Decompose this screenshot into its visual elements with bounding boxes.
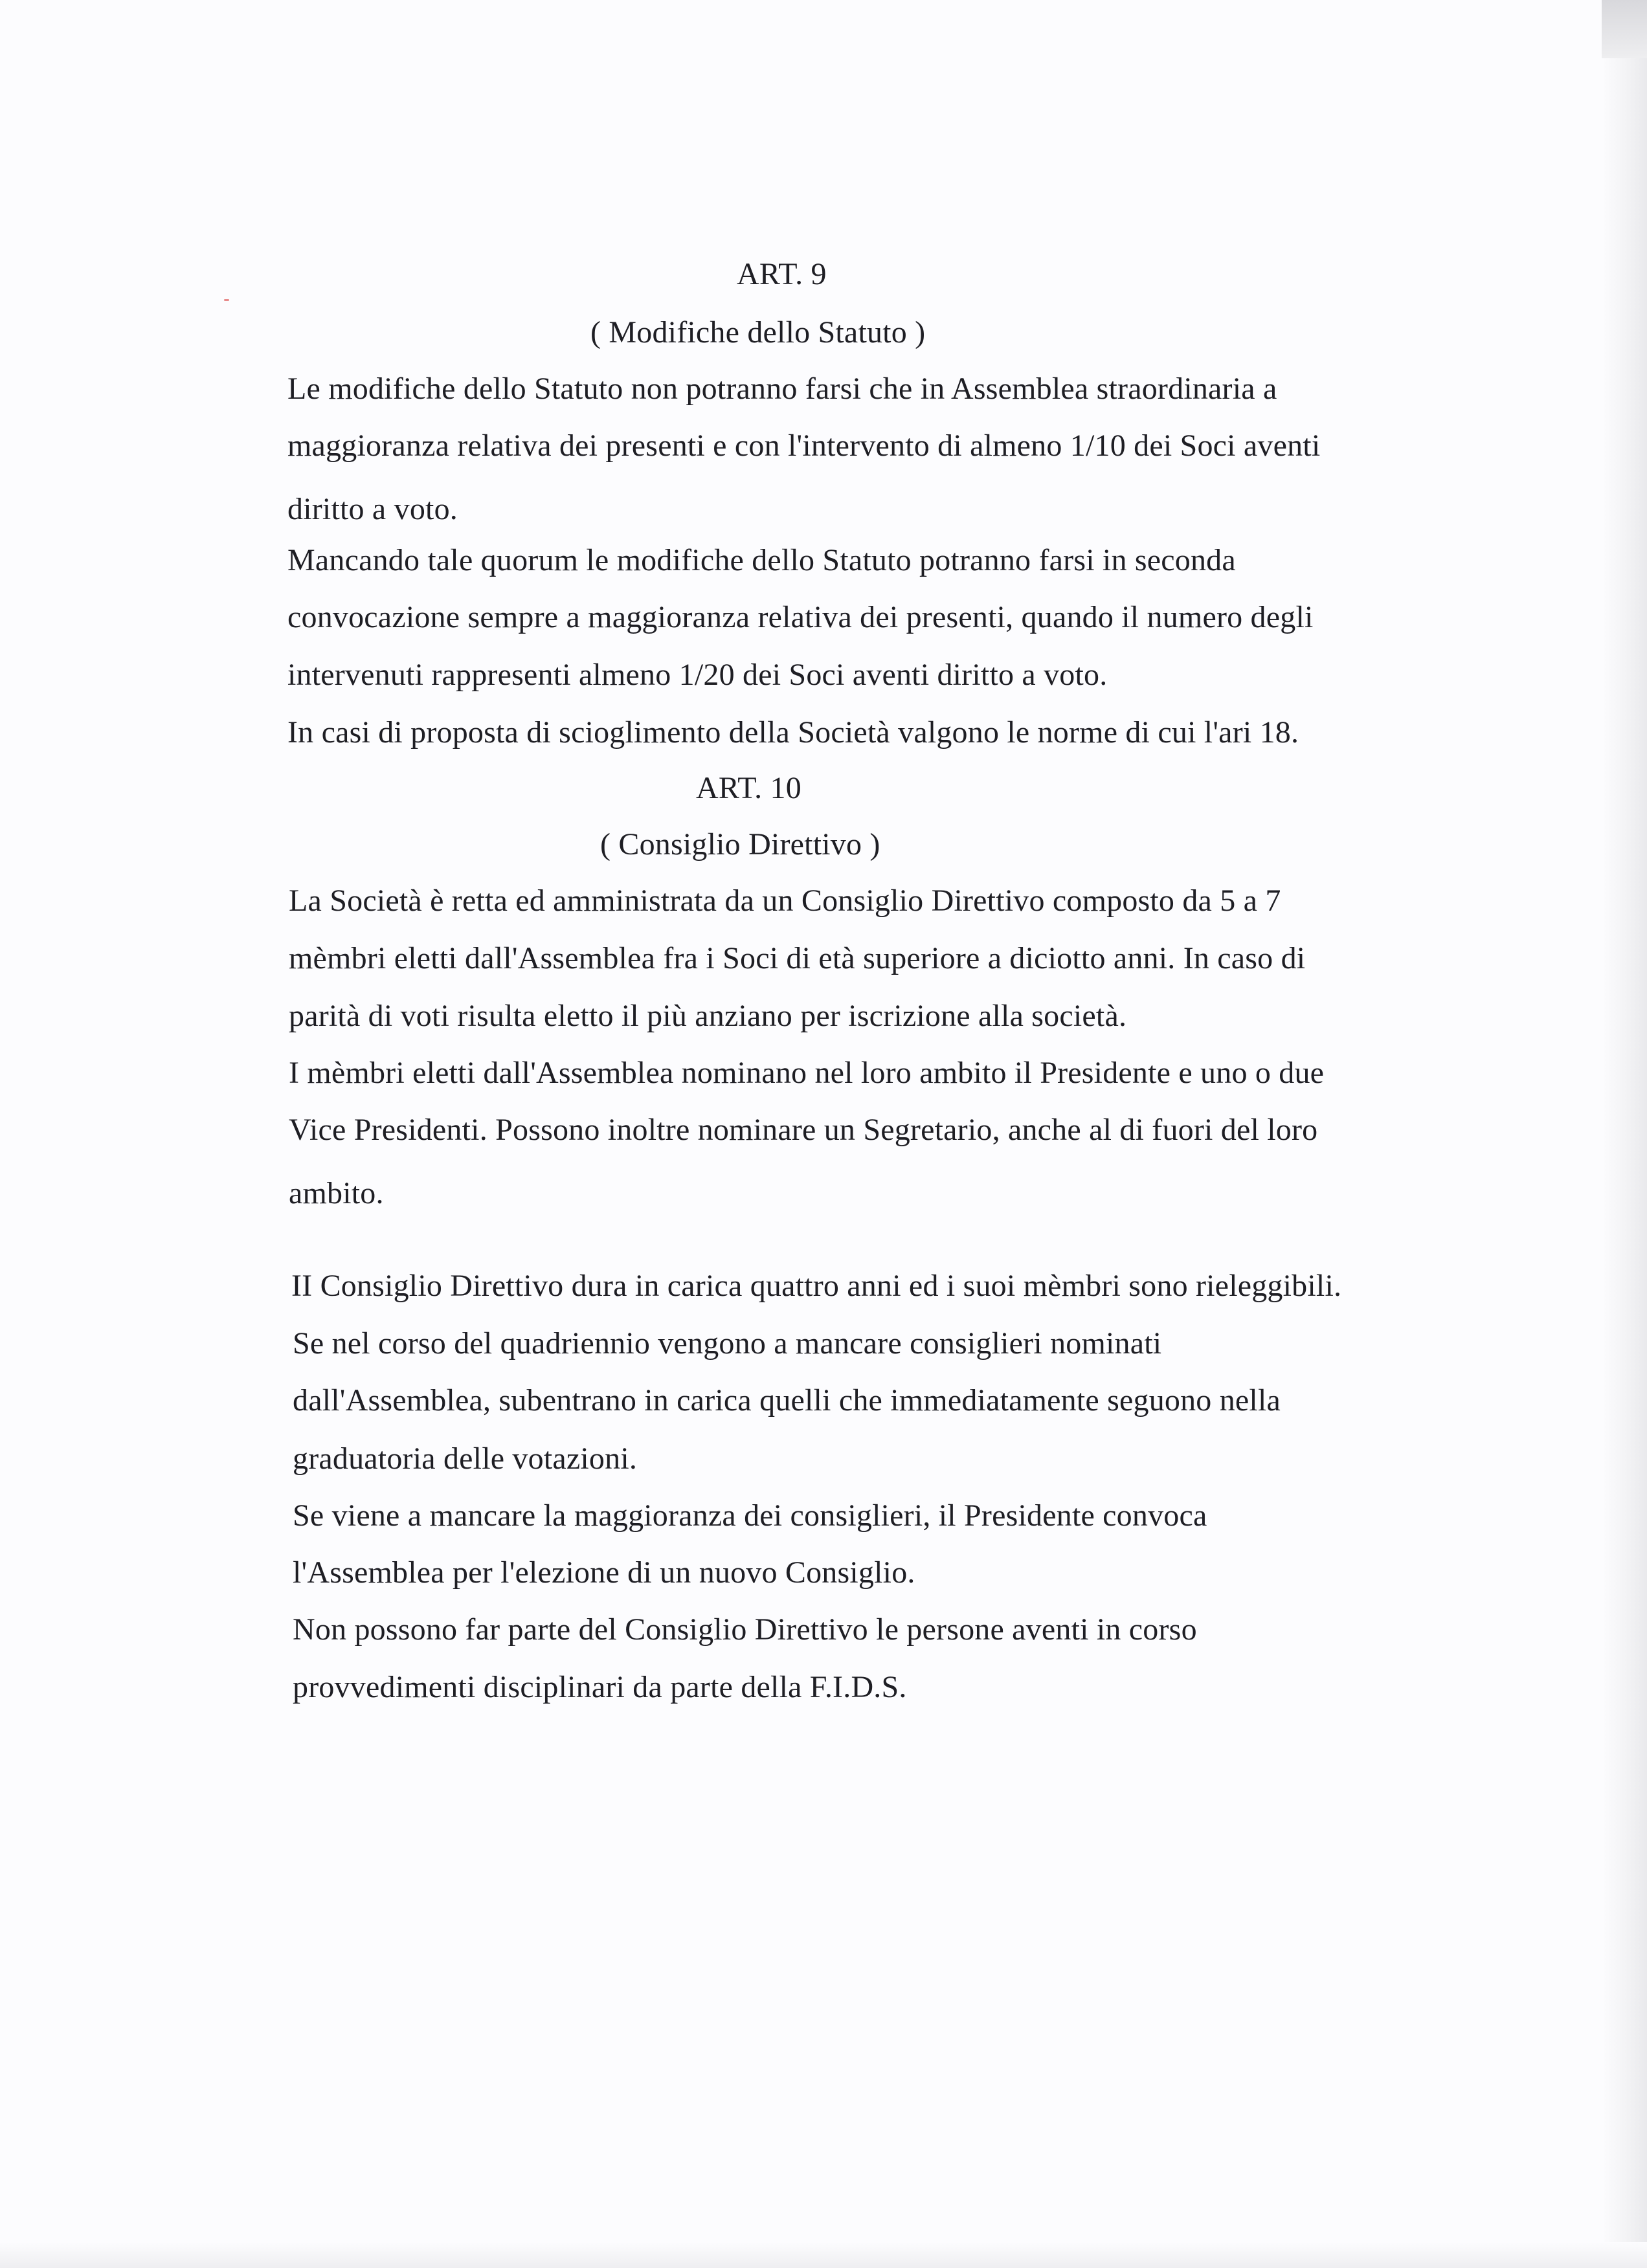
art10-line: Se viene a mancare la maggioranza dei consiglieri, il Presidente convoca [293, 1498, 1207, 1533]
art10-line: Vice Presidenti. Possono inoltre nominare un Segretario, anche al di fuori del loro [289, 1113, 1318, 1147]
art10-line: mèmbri eletti dall'Assemblea fra i Soci di età superiore a diciotto anni. In caso di [289, 941, 1306, 975]
art10-line: l'Assemblea per l'elezione di un nuovo Consiglio. [293, 1555, 915, 1590]
art9-heading: ART. 9 [737, 257, 827, 291]
art10-line: dall'Assemblea, subentrano in carica quelli che immediatamente seguono nella [293, 1383, 1281, 1418]
art9-line: Le modifiche dello Statuto non potranno farsi che in Assemblea straordinaria a [287, 372, 1277, 406]
scan-edge-right [1602, 0, 1647, 2268]
art9-line: convocazione sempre a maggioranza relativa dei presenti, quando il numero degli [287, 600, 1314, 634]
art9-line: In casi di proposta di scioglimento della Società valgono le norme di cui l'ari 18. [287, 715, 1299, 750]
art10-line: La Società è retta ed amministrata da un Consiglio Direttivo composto da 5 a 7 [289, 884, 1281, 918]
art10-line: I mèmbri eletti dall'Assemblea nominano nel loro ambito il Presidente e uno o due [289, 1056, 1325, 1090]
art9-subtitle: ( Modifiche dello Statuto ) [590, 315, 926, 350]
art10-line: Non possono far parte del Consiglio Direttivo le persone aventi in corso [293, 1612, 1197, 1647]
art10-line: ambito. [289, 1176, 384, 1210]
art10-line: provvedimenti disciplinari da parte della F.I.D.S. [293, 1670, 907, 1704]
art9-line: Mancando tale quorum le modifiche dello Statuto potranno farsi in seconda [287, 543, 1236, 577]
art9-line: intervenuti rappresenti almeno 1/20 dei Soci aventi diritto a voto. [287, 658, 1108, 692]
art10-line: parità di voti risulta eletto il più anziano per iscrizione alla società. [289, 999, 1127, 1033]
art10-heading: ART. 10 [696, 771, 801, 805]
art9-line: diritto a voto. [287, 492, 458, 526]
scan-edge-corner [1602, 0, 1647, 58]
art10-line: Se nel corso del quadriennio vengono a mancare consiglieri nominati [293, 1326, 1162, 1361]
art9-line: maggioranza relativa dei presenti e con l'intervento di almeno 1/10 dei Soci aventi [287, 428, 1321, 463]
scan-edge-bottom [0, 2242, 1647, 2268]
art10-subtitle: ( Consiglio Direttivo ) [600, 827, 880, 862]
scan-speck [224, 299, 229, 301]
art10-line: graduatoria delle votazioni. [293, 1441, 638, 1476]
art10-line: II Consiglio Direttivo dura in carica quattro anni ed i suoi mèmbri sono rieleggibili. [291, 1269, 1342, 1303]
